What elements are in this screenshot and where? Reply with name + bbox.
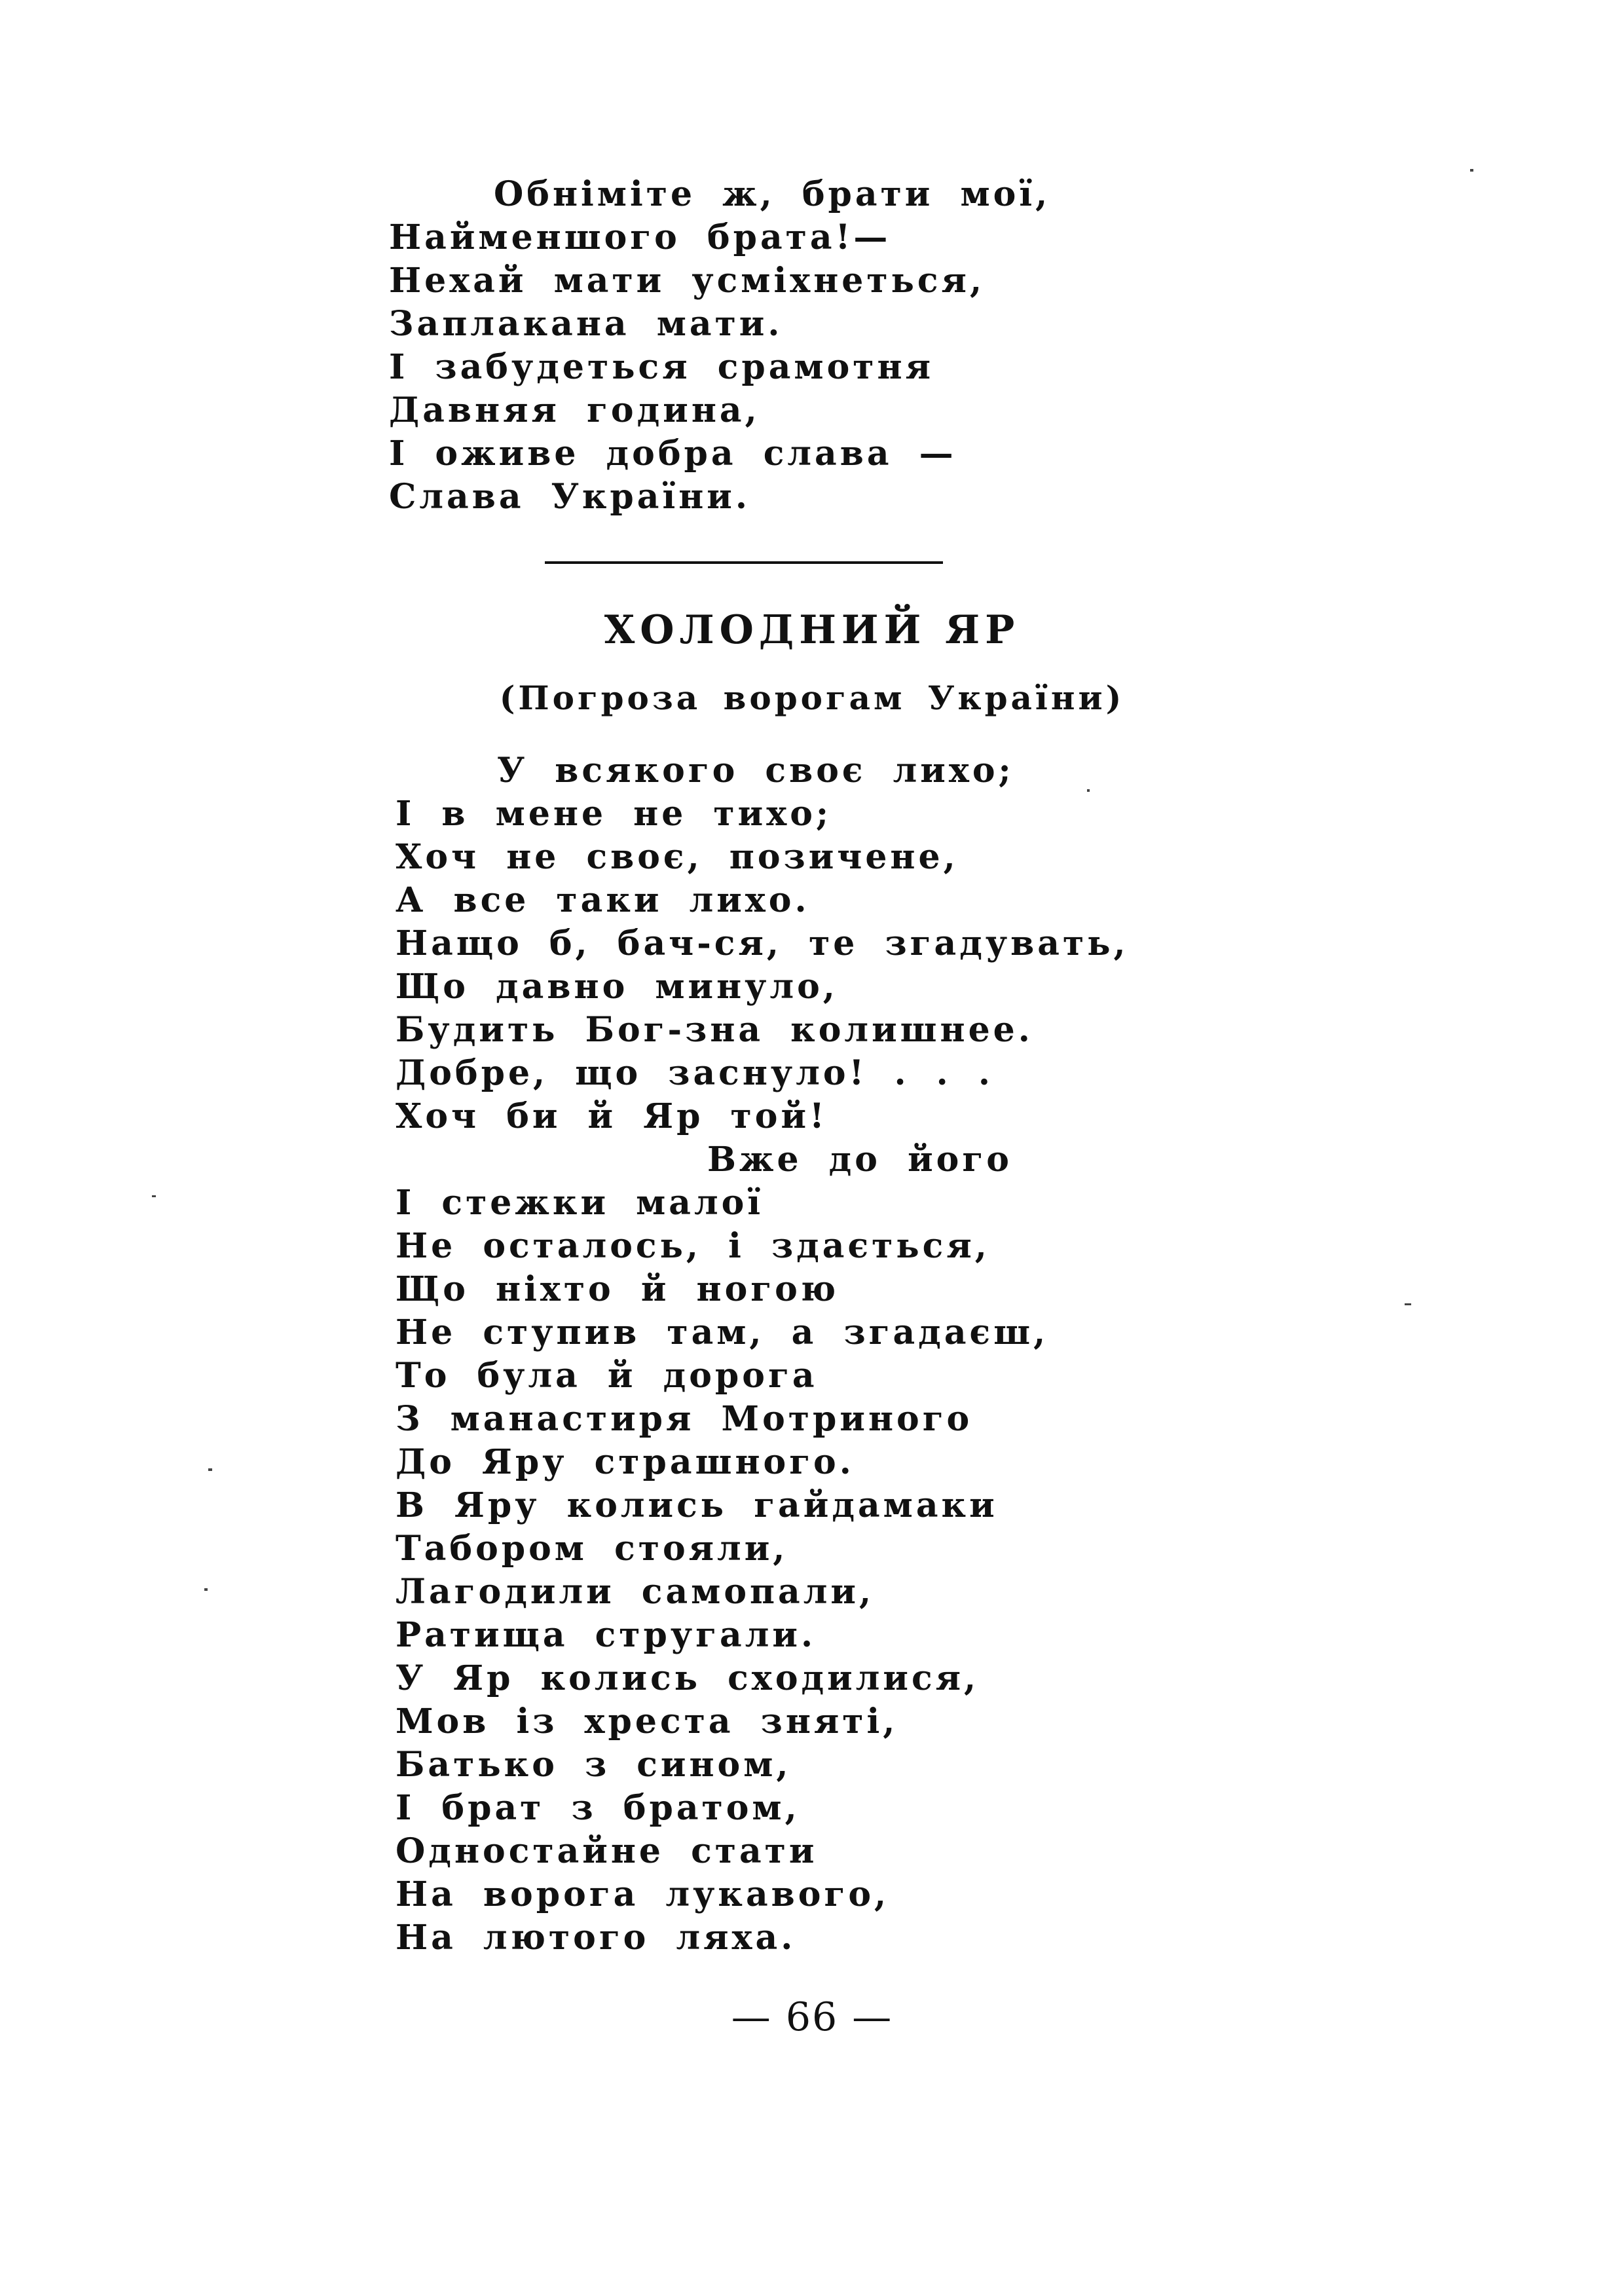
scan-speck	[204, 1588, 208, 1591]
poem-line: Вже до його	[707, 1140, 1012, 1180]
poem-line: І брат з братом,	[396, 1788, 800, 1828]
scan-speck	[1405, 1303, 1411, 1305]
poem-body	[396, 749, 1129, 1960]
poem-line: У всякого своє лихо;	[497, 751, 1014, 791]
poem-line: То була й дорога	[396, 1356, 818, 1396]
scan-speck	[1087, 789, 1090, 792]
poem-line: Хоч не своє, позичене,	[396, 837, 959, 877]
poem-title: ХОЛОДНИЙ ЯР	[604, 607, 1020, 653]
poem-line: Заплакана мати.	[389, 304, 783, 344]
poem-line: Давняя година,	[389, 390, 760, 430]
poem-line: Мов із хреста зняті,	[396, 1702, 898, 1741]
poem-line: Добре, що заснуло! . . .	[396, 1053, 993, 1093]
poem-line: Батько з сином,	[396, 1745, 792, 1785]
poem-line: Будить Бог-зна колишнее.	[396, 1010, 1033, 1050]
page-number: — 66 —	[731, 1994, 893, 2040]
section-divider	[545, 561, 943, 564]
poem-line: На лютого ляха.	[396, 1918, 796, 1958]
poem-line: Не ступив там, а згадаєш,	[396, 1312, 1049, 1352]
poem-line: І оживе добра слава —	[389, 434, 957, 474]
scan-speck	[1470, 169, 1473, 172]
poem-line: Табором стояли,	[396, 1529, 788, 1569]
poem-line: Що ніхто й ногою	[396, 1269, 840, 1309]
poem-line: І стежки малої	[396, 1183, 764, 1223]
poem-subtitle: (Погроза ворогам України)	[499, 679, 1125, 717]
poem-line: І в мене не тихо;	[396, 794, 832, 834]
closing-stanza	[389, 173, 1050, 519]
poem-line: Нащо б, бач-ся, те згадувать,	[396, 923, 1129, 963]
poem-line: А все таки лихо.	[396, 880, 810, 920]
poem-line: Нехай мати усміхнеться,	[389, 261, 986, 301]
poem-line: З манастиря Мотриного	[396, 1399, 973, 1439]
poem-line: Обніміте ж, брати мої,	[494, 174, 1051, 214]
poem-line: Хоч би й Яр той!	[396, 1096, 828, 1136]
poem-line: Лагодили самопали,	[396, 1572, 875, 1612]
poem-line: Слава України.	[389, 477, 750, 517]
poem-line: Одностайне стати	[396, 1831, 818, 1871]
poem-line: Що давно минуло,	[396, 967, 838, 1007]
poem-line: Не осталось, і здається,	[396, 1226, 990, 1266]
poem-line: У Яр колись сходилися,	[396, 1658, 980, 1698]
poem-line: В Яру колись гайдамаки	[396, 1485, 998, 1525]
poem-line: На ворога лукавого,	[396, 1874, 890, 1914]
poem-line: До Яру страшного.	[396, 1442, 855, 1482]
scan-speck	[208, 1468, 212, 1471]
scan-speck	[152, 1195, 156, 1197]
poem-line: Найменшого брата!—	[389, 217, 891, 257]
poem-line: Ратища стругали.	[396, 1615, 817, 1655]
poem-line: І забудеться срамотня	[389, 347, 934, 387]
